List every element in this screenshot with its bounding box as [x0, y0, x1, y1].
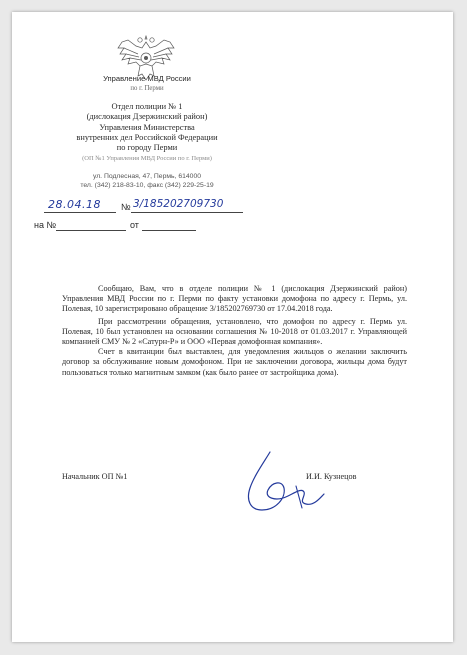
dept-line-3: Управления Министерства [99, 123, 195, 132]
ministry-brand: Управление МВД России [103, 74, 191, 83]
dept-line-4: внутренних дел Российской Федерации [76, 133, 218, 142]
dept-abbrev: (ОП №1 Управления МВД России по г. Перми) [82, 155, 212, 162]
paragraph: При рассмотрении обращения, установлено, что домофон по адресу г. Пермь ул. Полевая, 10 был установлен на основании соглашения № 10-2018 от 01.03.2017 г. Управляющей компанией СМУ № 2 «Сатурн-Р» и ООО «Первая домофонная компания». [62, 316, 407, 347]
registration-number: 3/185202709730 [133, 198, 224, 210]
reply-date-label: от [130, 220, 139, 230]
dept-line-2: (дислокация Дзержинский район) [86, 112, 208, 121]
dept-address: ул. Подлесная, 47, Пермь, 614000 [92, 173, 202, 180]
reply-number-rule [56, 230, 126, 231]
dept-line-1: Отдел полиции № 1 [111, 102, 183, 111]
registration-number-label: № [121, 202, 131, 212]
registration-date: 28.04.18 [48, 198, 101, 211]
reply-number-label: на № [34, 220, 57, 230]
ministry-city: по г. Перми [130, 85, 164, 92]
letter-body [62, 284, 407, 378]
paragraph: Счет в квитанции был выставлен, для уведомления жильцов о желании заключить договор за обслуживание новым домофоном. При не заключении договора, жильцы дома будут пользоваться только магнитным замком (как было ранее от застройщика дома). [62, 347, 407, 377]
letter-page [12, 12, 453, 642]
dept-phone: тел. (342) 218-83-10, факс (342) 229-25-19 [80, 182, 214, 189]
signatory-name: И.И. Кузнецов [306, 472, 357, 481]
paragraph: Сообщаю, Вам, что в отделе полиции № 1 (дислокация Дзержинский район) Управления МВД России по г. Перми по факту установки домофона по адресу г. Пермь, ул. Полевая, 10 зарегистрировано обращение 3/185202769730 от 17.04.2018 года. [62, 284, 407, 314]
signatory-title: Начальник ОП №1 [62, 472, 128, 481]
number-rule [131, 212, 243, 213]
handwritten-signature-icon [236, 446, 332, 516]
reply-date-rule [142, 230, 196, 231]
dept-line-5: по городу Перми [116, 143, 178, 152]
date-rule [44, 212, 116, 213]
